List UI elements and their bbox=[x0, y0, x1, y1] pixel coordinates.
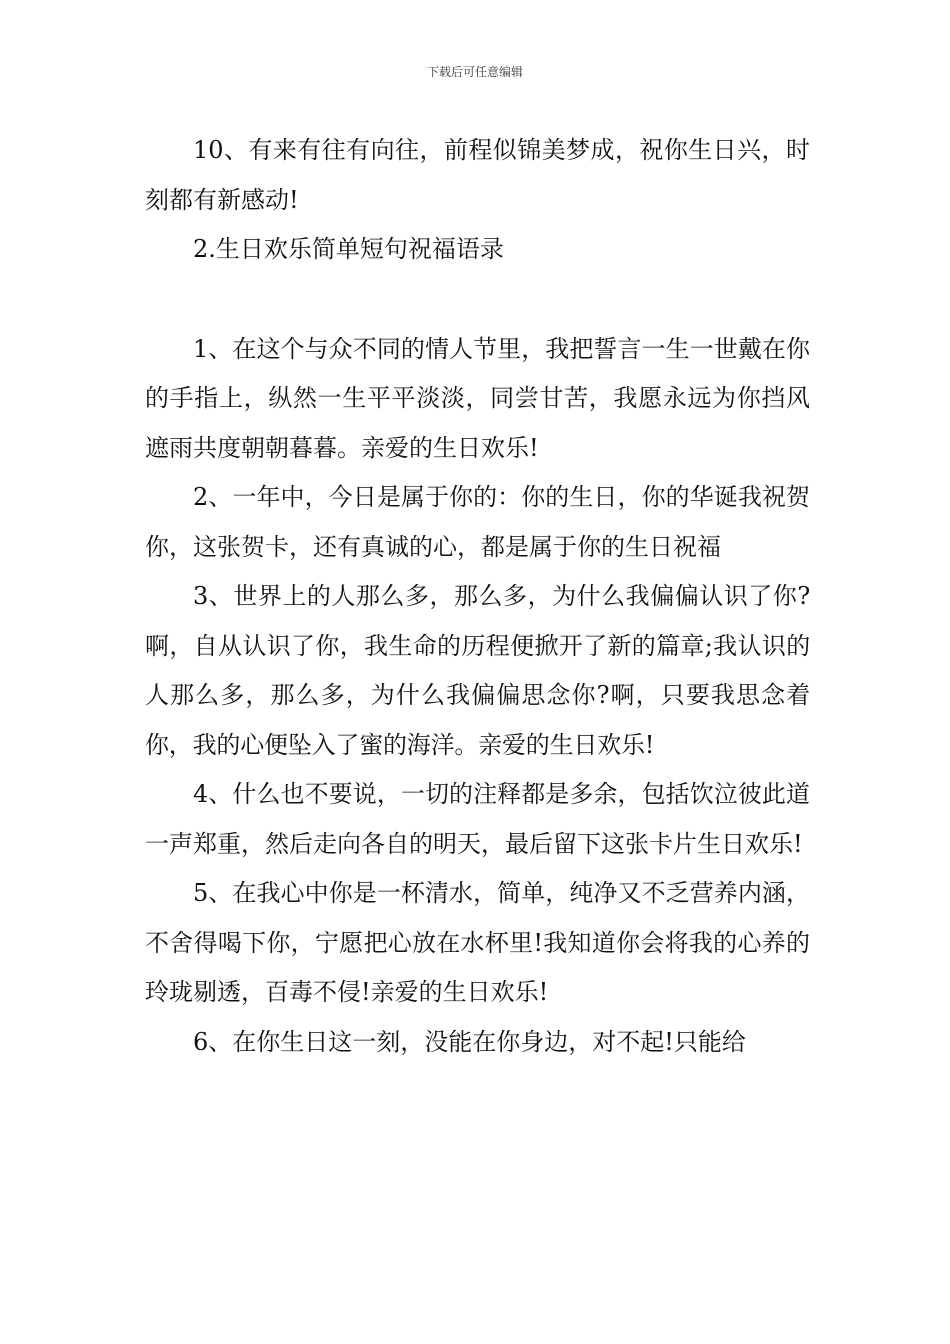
paragraph-2: 2、一年中，今日是属于你的：你的生日，你的华诞我祝贺你，这张贺卡，还有真诚的心，都是属于你的生日祝福 bbox=[145, 483, 810, 561]
document-body bbox=[145, 126, 810, 1067]
page-header-note: 下载后可任意编辑 bbox=[426, 65, 523, 79]
paragraph-3: 3、世界上的人那么多，那么多，为什么我偏偏认识了你?啊，自从认识了你，我生命的历程便掀开了新的篇章;我认识的人那么多，那么多，为什么我偏偏思念你?啊，只要我思念着你，我的心便坠入了蜜的海洋。亲爱的生日欢乐! bbox=[145, 582, 810, 759]
paragraph-5: 5、在我心中你是一杯清水，简单，纯净又不乏营养内涵，不舍得喝下你，宁愿把心放在水杯里!我知道你会将我的心养的玲珑剔透，百毒不侵!亲爱的生日欢乐! bbox=[145, 879, 810, 1006]
blank-line bbox=[145, 275, 810, 325]
section-title: 2.生日欢乐简单短句祝福语录 bbox=[193, 235, 504, 263]
paragraph-6: 6、在你生日这一刻，没能在你身边，对不起!只能给 bbox=[193, 1027, 746, 1056]
paragraph-4: 4、什么也不要说，一切的注释都是多余，包括饮泣彼此道一声郑重，然后走向各自的明天，最后留下这张卡片生日欢乐! bbox=[145, 780, 810, 858]
paragraph-10: 10、有来有往有向往，前程似锦美梦成，祝你生日兴，时刻都有新感动! bbox=[145, 136, 810, 214]
paragraph-1: 1、在这个与众不同的情人节里，我把誓言一生一世戴在你的手指上，纵然一生平平淡淡，同尝甘苦，我愿永远为你挡风遮雨共度朝朝暮暮。亲爱的生日欢乐! bbox=[145, 334, 810, 462]
